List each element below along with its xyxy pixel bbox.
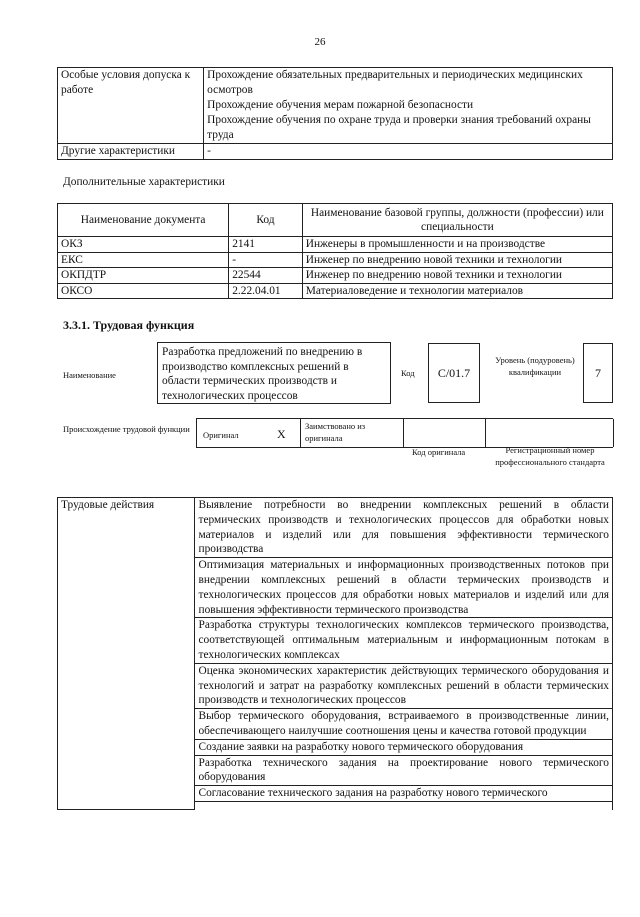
other-label: Другие характеристики [58, 144, 204, 160]
original-label: Оригинал [203, 430, 239, 440]
table-cell: - [229, 252, 303, 268]
conditions-line: Прохождение обучения по охране труда и проверки знания требований охраны труда [207, 114, 591, 141]
action-item: Выбор термического оборудования, встраиваемого в производственные линии, обеспечивающего наилучшие соотношения цены и качества готовой продукции [195, 709, 613, 740]
function-name: Разработка предложений по внедрению в производство комплексных решений в области термических производств и технологических процессов [157, 342, 391, 404]
table-row [58, 498, 613, 558]
function-code: C/01.7 [428, 343, 480, 403]
table-cell: 2141 [229, 237, 303, 253]
conditions-label: Особые условия допуска к работе [58, 68, 204, 144]
code-original-cell [403, 419, 485, 447]
table-cell: ОКЗ [58, 237, 229, 253]
conditions-line: Прохождение обучения мерам пожарной безопасности [207, 99, 474, 111]
table-row [58, 252, 613, 268]
actions-label: Трудовые действия [58, 498, 195, 810]
action-item-continued [195, 801, 613, 810]
table-row [58, 68, 613, 144]
code-label: Код [401, 368, 415, 378]
action-item: Оценка экономических характеристик действующих термического оборудования и технологий и затрат на разработку комплексных решений в области термических производств и технологических процессов [195, 663, 613, 708]
reg-number-label: Регистрационный номер профессионального стандарта [495, 445, 605, 467]
action-item: Оптимизация материальных и информационных производственных потоков при внедрении комплексных решений в области термических производств и технологических процессов для обработки новых материалов и изделий или для повышения эффективности термического производства [195, 558, 613, 618]
table-cell: 2.22.04.01 [229, 283, 303, 299]
table-cell: ОКПДТР [58, 268, 229, 284]
extra-table [57, 203, 613, 299]
page-number: 26 [314, 36, 326, 48]
table-row [58, 237, 613, 253]
table-cell: Инженер по внедрению новой техники и технологии [302, 252, 612, 268]
conditions-value [204, 68, 613, 144]
reg-number-cell [485, 419, 613, 447]
table-header-row [58, 204, 613, 237]
original-mark: X [277, 427, 286, 441]
conditions-line: Прохождение обязательных предварительных и периодических медицинских осмотров [207, 69, 583, 96]
action-item: Разработка технического задания на проектирование нового термического оборудования [195, 755, 613, 786]
table-cell: Инженер по внедрению новой техники и технологии [302, 268, 612, 284]
other-value: - [204, 144, 613, 160]
column-header: Код [229, 204, 303, 237]
level-label: Уровень (подуровень) квалификации [495, 355, 575, 377]
table-row [58, 268, 613, 284]
action-item: Создание заявки на разработку нового термического оборудования [195, 739, 613, 755]
borrowed-label: Заимствовано из оригинала [305, 421, 366, 443]
column-header: Наименование базовой группы, должности (профессии) или специальности [302, 204, 612, 237]
table-cell: ОКСО [58, 283, 229, 299]
action-item: Разработка структуры технологических комплексов термического производства, соответствующей оптимальным материальным и информационным потокам в технологических комплексах [195, 618, 613, 663]
column-header: Наименование документа [58, 204, 229, 237]
code-original-label: Код оригинала [412, 447, 466, 457]
conditions-table [57, 67, 613, 160]
borrowed-cell [300, 419, 403, 447]
table-row [58, 144, 613, 160]
extra-title: Дополнительные характеристики [63, 176, 225, 188]
origin-label: Происхождение трудовой функции [63, 424, 190, 434]
table-row [58, 283, 613, 299]
section-title: 3.3.1. Трудовая функция [63, 318, 195, 332]
name-label: Наименование [63, 370, 116, 380]
qualification-level: 7 [583, 343, 613, 403]
actions-table [57, 497, 613, 810]
original-cell [196, 419, 300, 447]
action-item: Согласование технического задания на разработку нового термического [195, 786, 613, 802]
table-cell: ЕКС [58, 252, 229, 268]
action-item: Выявление потребности во внедрении комплексных решений в области термических производств и технологических процессов для обработки новых материалов и изделий или для повышения эффективности термического производства [195, 498, 613, 558]
table-cell: Материаловедение и технологии материалов [302, 283, 612, 299]
table-cell: 22544 [229, 268, 303, 284]
table-cell: Инженеры в промышленности и на производстве [302, 237, 612, 253]
